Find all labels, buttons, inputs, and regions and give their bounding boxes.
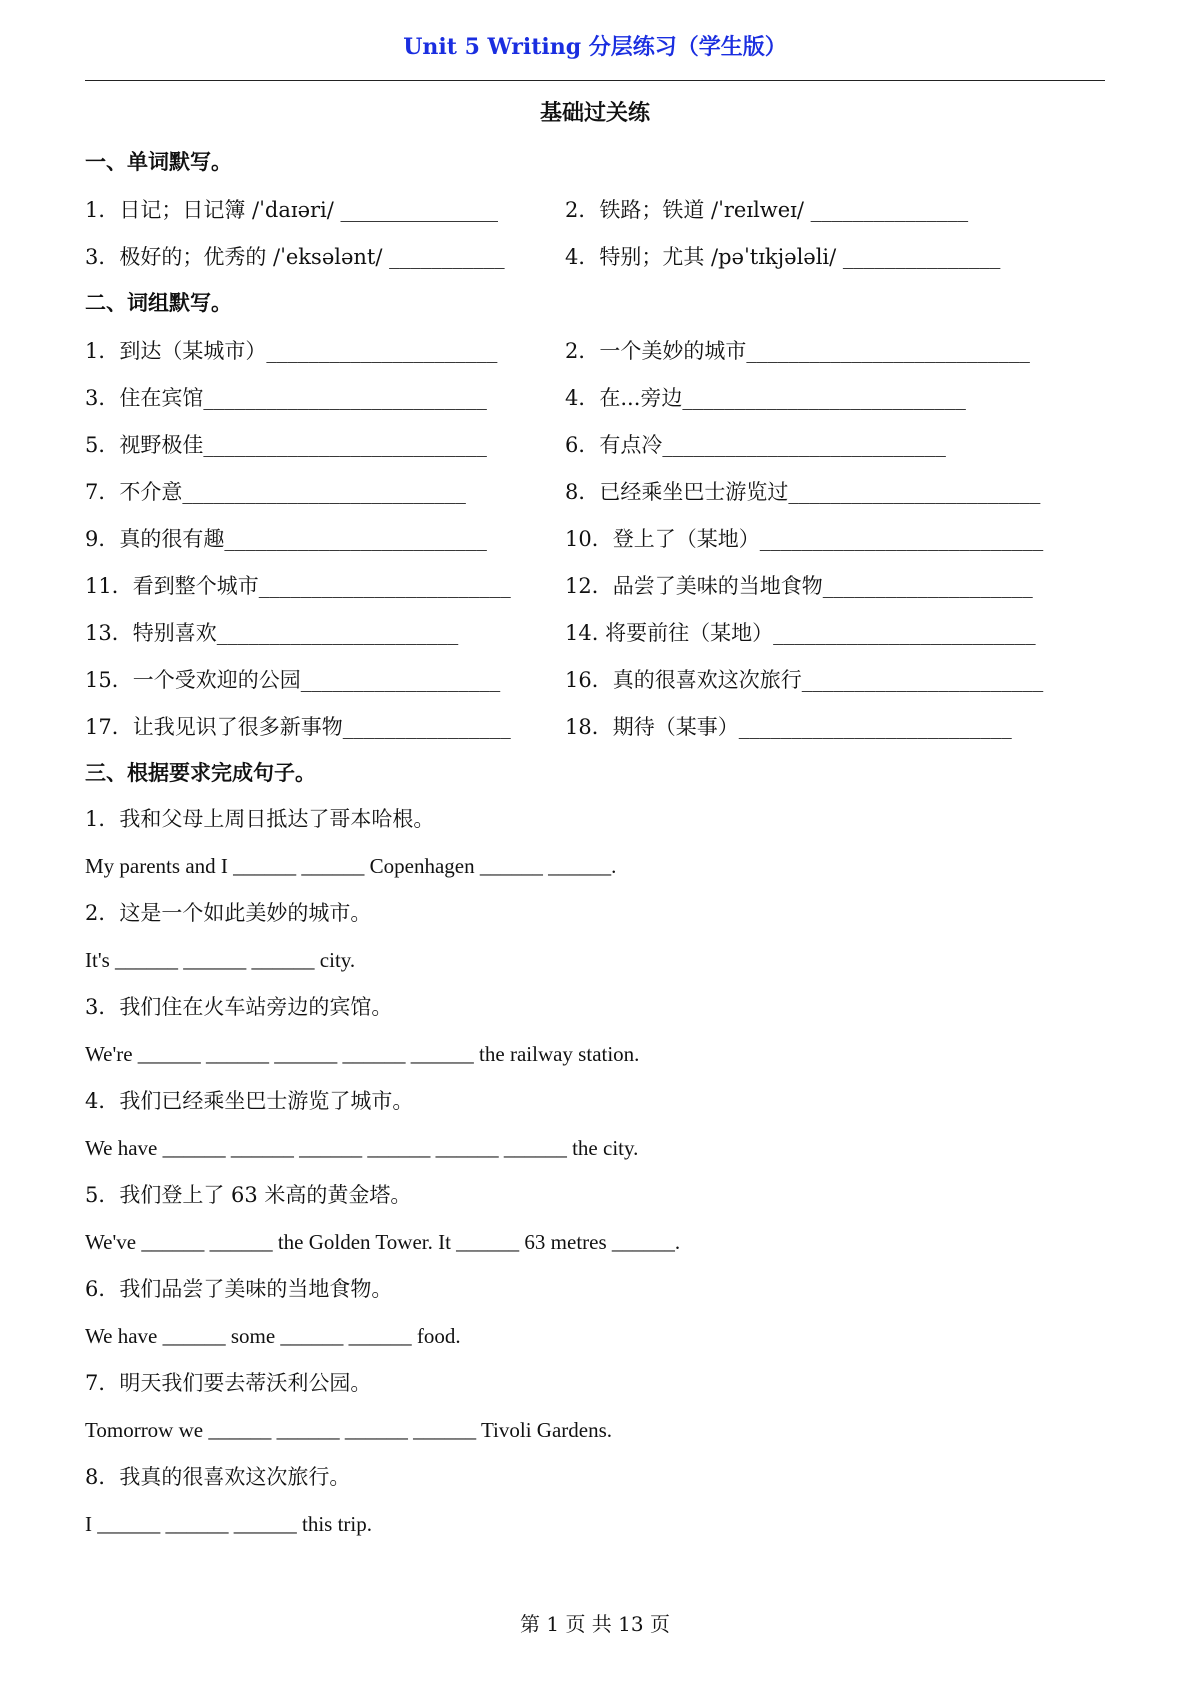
sentence-prompt: 8．我真的很喜欢这次旅行。 bbox=[85, 1465, 351, 1489]
phrase-row bbox=[85, 326, 1107, 373]
word-item: 4．特别；尤其 /pəˈtɪkjələli/ _______________ bbox=[565, 244, 1001, 269]
sentence-blank: We've ______ ______ the Golden Tower. It ______ 63 metres ______. bbox=[85, 1230, 681, 1254]
phrase-item: 8．已经乘坐巴士游览过________________________ bbox=[565, 479, 1041, 504]
sentence-prompt: 5．我们登上了 63 米高的黄金塔。 bbox=[85, 1183, 412, 1207]
phrase-item: 5．视野极佳___________________________ bbox=[85, 432, 487, 457]
sentence-prompt: 3．我们住在火车站旁边的宾馆。 bbox=[85, 995, 393, 1019]
sentence-prompt: 4．我们已经乘坐巴士游览了城市。 bbox=[85, 1089, 414, 1113]
sentence-blank: My parents and I ______ ______ Copenhagen ______ ______. bbox=[85, 854, 617, 878]
phrase-item: 16．真的很喜欢这次旅行_______________________ bbox=[565, 667, 1044, 692]
phrase-item: 12．品尝了美味的当地食物____________________ bbox=[565, 573, 1033, 598]
phrase-item: 1．到达（某城市）______________________ bbox=[85, 338, 498, 363]
word-item: 3．极好的；优秀的 /ˈeksələnt/ ___________ bbox=[85, 244, 505, 269]
header-divider bbox=[85, 80, 1105, 81]
phrase-item: 6．有点冷___________________________ bbox=[565, 432, 946, 457]
phrase-item: 3．住在宾馆___________________________ bbox=[85, 385, 487, 410]
sentence-prompt: 1．我和父母上周日抵达了哥本哈根。 bbox=[85, 807, 435, 831]
phrase-row bbox=[85, 514, 1107, 561]
section1-heading: 一、单词默写。 bbox=[85, 149, 232, 174]
phrase-item: 18．期待（某事）__________________________ bbox=[565, 714, 1012, 739]
phrase-row bbox=[85, 702, 1107, 749]
phrase-row bbox=[85, 467, 1107, 514]
sentence-prompt: 6．我们品尝了美味的当地食物。 bbox=[85, 1277, 393, 1301]
sentence-blank: We have ______ some ______ ______ food. bbox=[85, 1324, 461, 1348]
phrase-row bbox=[85, 608, 1107, 655]
phrase-item: 11．看到整个城市________________________ bbox=[85, 573, 511, 598]
level-title: 基础过关练 bbox=[539, 100, 650, 126]
phrase-item: 2．一个美妙的城市___________________________ bbox=[565, 338, 1030, 363]
phrase-item: 13．特别喜欢_______________________ bbox=[85, 620, 459, 645]
phrase-item: 9．真的很有趣_________________________ bbox=[85, 526, 487, 551]
phrase-item: 14. 将要前往（某地）_________________________ bbox=[565, 620, 1036, 645]
word-item: 1．日记；日记簿 /ˈdaɪəri/ _______________ bbox=[85, 197, 498, 222]
word-item: 2．铁路；铁道 /ˈreɪlweɪ/ _______________ bbox=[565, 197, 969, 222]
page-header-title: Unit 5 Writing 分层练习（学生版） bbox=[403, 34, 787, 60]
phrase-item: 10．登上了（某地）___________________________ bbox=[565, 526, 1044, 551]
sentence-blank: We're ______ ______ ______ ______ ______ the railway station. bbox=[85, 1042, 640, 1066]
sentence-blank: I ______ ______ ______ this trip. bbox=[85, 1512, 372, 1536]
phrase-item: 17．让我见识了很多新事物________________ bbox=[85, 714, 511, 739]
phrase-row bbox=[85, 420, 1107, 467]
sentence-prompt: 7．明天我们要去蒂沃利公园。 bbox=[85, 1371, 372, 1395]
phrase-row bbox=[85, 561, 1107, 608]
phrase-item: 15．一个受欢迎的公园___________________ bbox=[85, 667, 501, 692]
phrase-row bbox=[85, 373, 1107, 420]
section3-heading: 三、根据要求完成句子。 bbox=[85, 760, 316, 785]
word-row bbox=[85, 232, 1107, 279]
sentence-blank: It's ______ ______ ______ city. bbox=[85, 948, 356, 972]
sentence-blank: We have ______ ______ ______ ______ ______ ______ the city. bbox=[85, 1136, 639, 1160]
page-footer: 第 1 页 共 13 页 bbox=[520, 1612, 670, 1636]
sentence-prompt: 2．这是一个如此美妙的城市。 bbox=[85, 901, 372, 925]
section2-heading: 二、词组默写。 bbox=[85, 290, 232, 315]
sentence-blank: Tomorrow we ______ ______ ______ ______ Tivoli Gardens. bbox=[85, 1418, 613, 1442]
word-row bbox=[85, 185, 1107, 232]
worksheet-content bbox=[85, 138, 1107, 1548]
phrase-item: 4．在...旁边___________________________ bbox=[565, 385, 966, 410]
phrase-row bbox=[85, 655, 1107, 702]
phrase-item: 7．不介意___________________________ bbox=[85, 479, 466, 504]
